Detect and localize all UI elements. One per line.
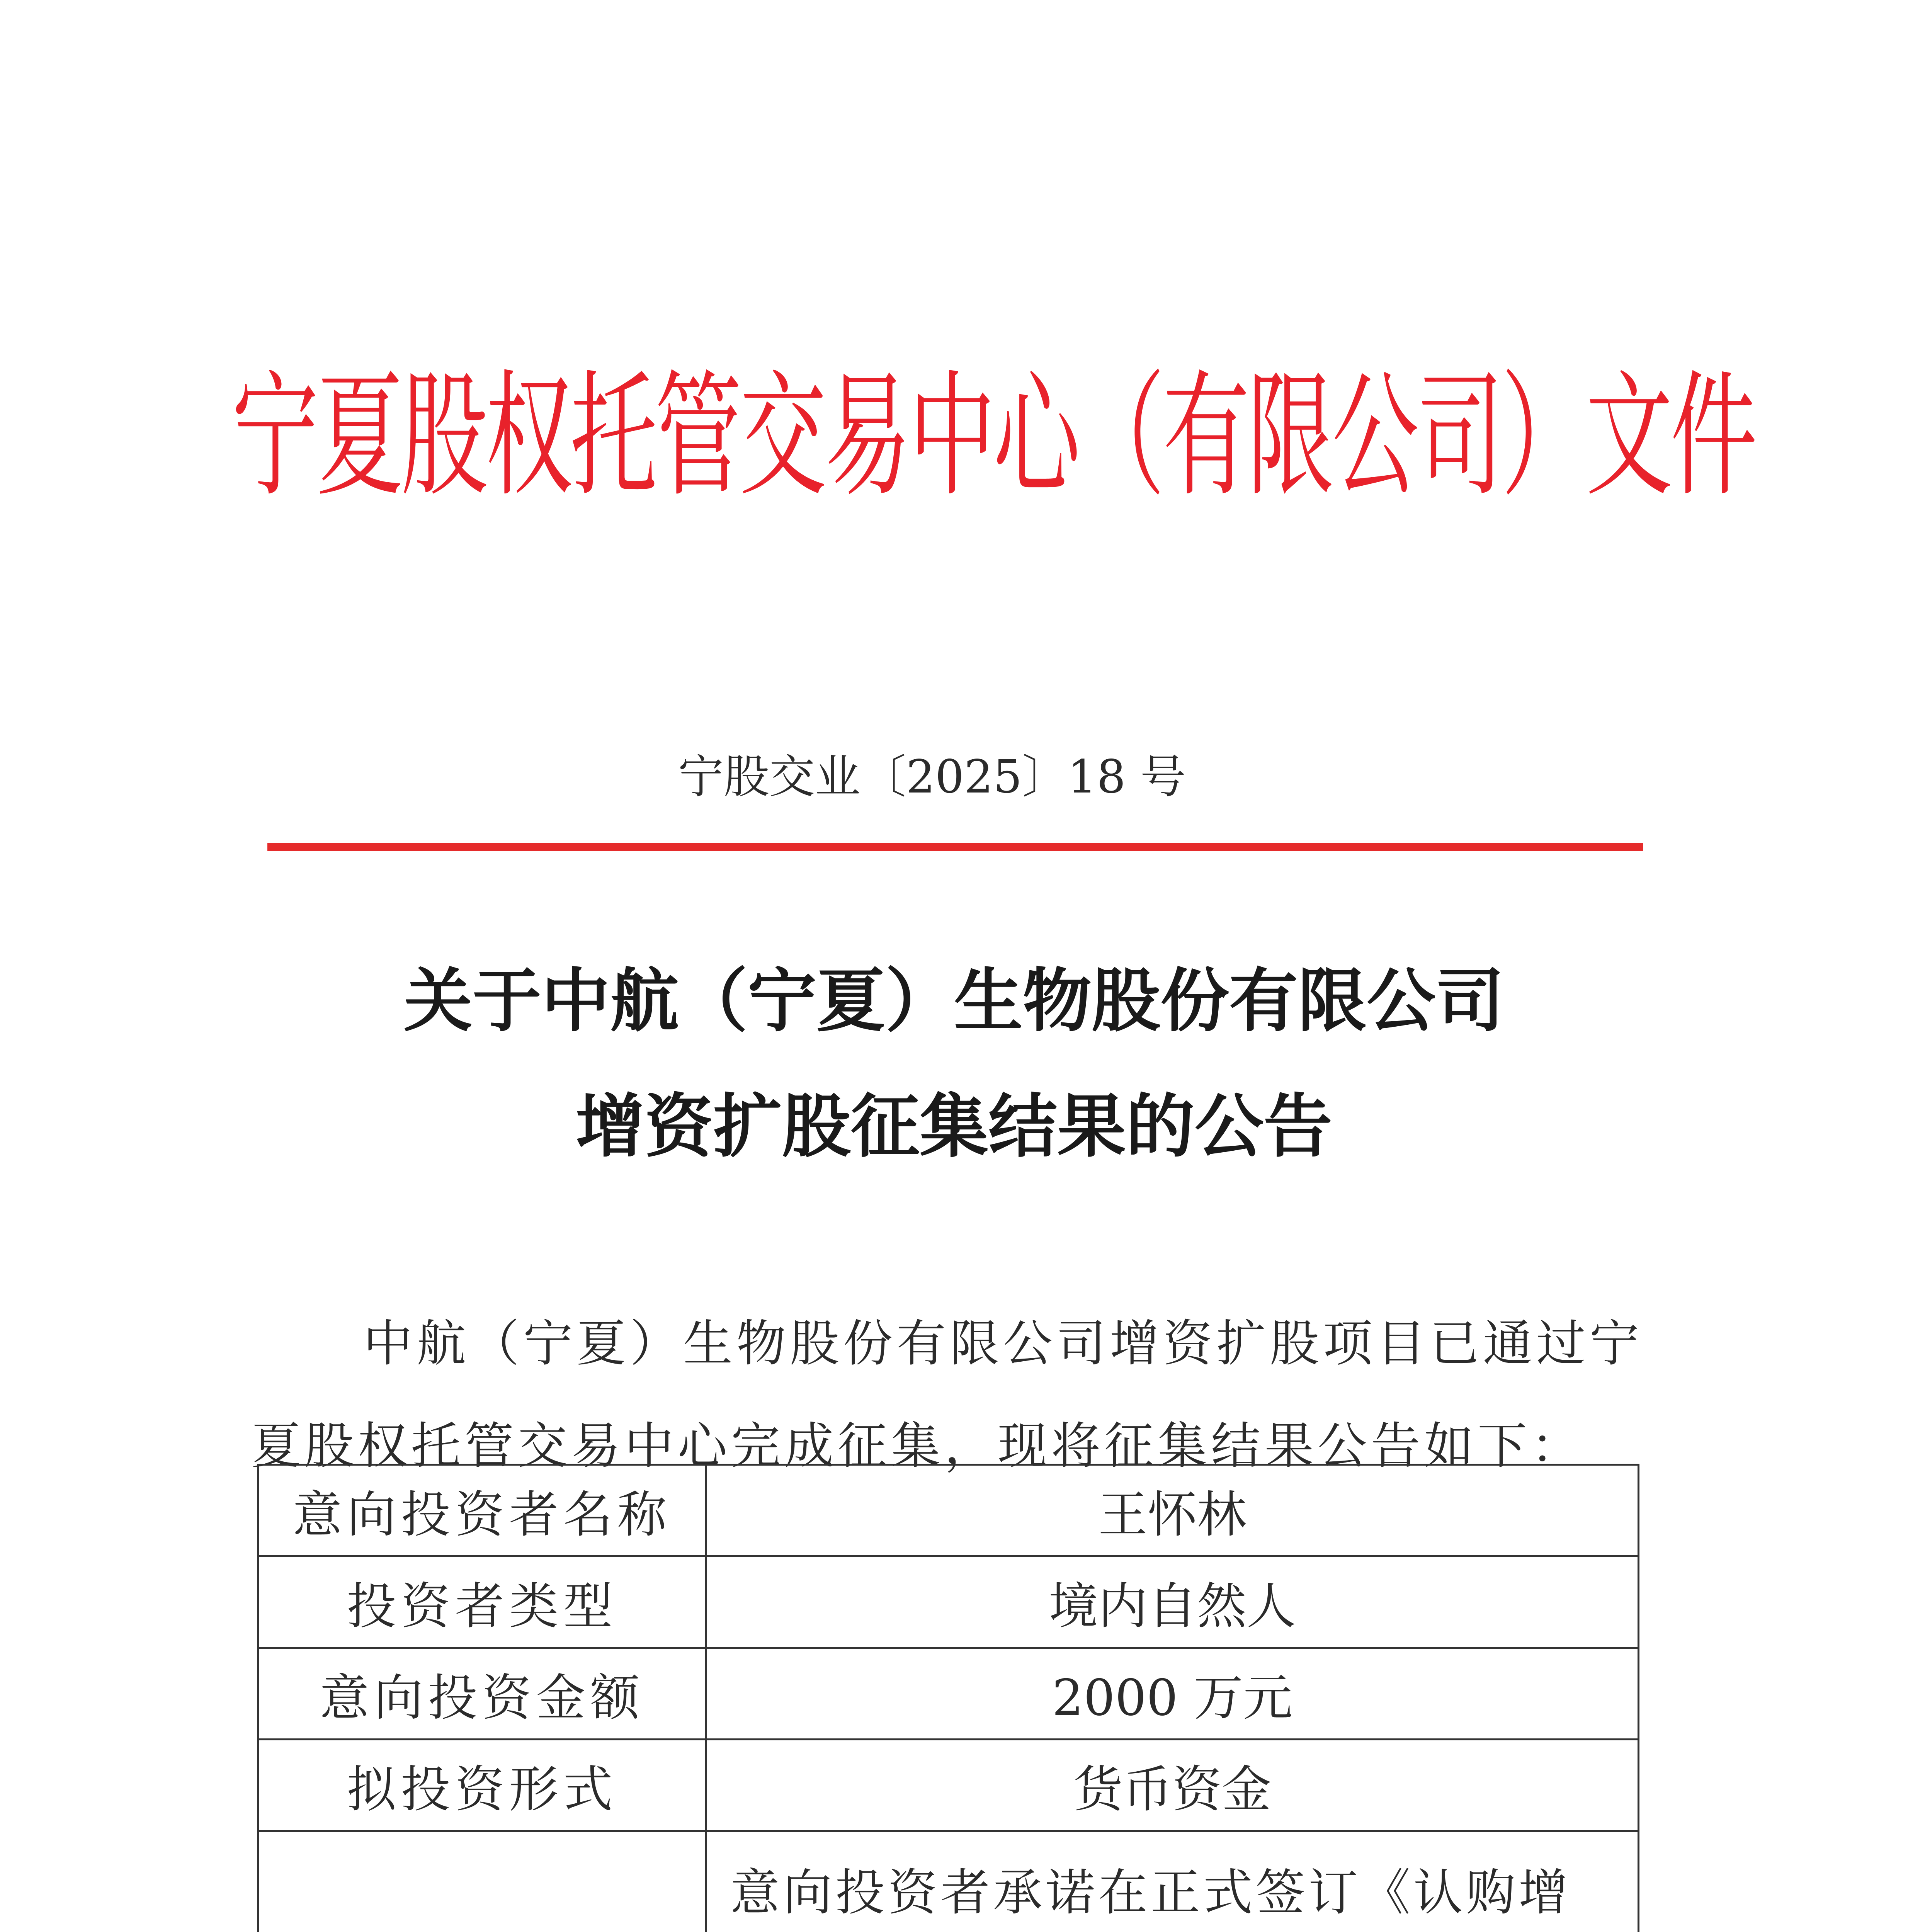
table-label-cell: 意向投资者名称 [258, 1465, 706, 1556]
table-row [258, 1465, 1639, 1556]
table-value-cell: 2000 万元 [706, 1648, 1639, 1740]
table-label-cell: 拟投资形式 [258, 1740, 706, 1831]
document-header-title: 宁夏股权托管交易中心（有限公司）文件 [232, 358, 1755, 515]
table-row [258, 1556, 1639, 1648]
red-divider-line [267, 843, 1643, 851]
table-value-cell: 王怀林 [706, 1465, 1639, 1556]
intro-paragraph: 中航（宁夏）生物股份有限公司增资扩股项目已通过宁夏股权托管交易中心完成征集，现将征集结果公告如下： [251, 1315, 1643, 1475]
result-table [257, 1464, 1639, 1932]
document-number: 宁股交业〔2025〕18 号 [678, 750, 1186, 803]
table-label-cell: 投资者类型 [258, 1556, 706, 1648]
table-row [258, 1831, 1639, 1932]
table-value-cell: 意向投资者承诺在正式签订《认购增 [706, 1831, 1639, 1932]
table-label-cell: 意向投资金额 [258, 1648, 706, 1740]
table-row [258, 1740, 1639, 1831]
table-label-cell [258, 1831, 706, 1932]
announcement-title-line-2: 增资扩股征集结果的公告 [576, 1086, 1332, 1167]
table-value-cell: 货币资金 [706, 1740, 1639, 1831]
table-value-cell: 境内自然人 [706, 1556, 1639, 1648]
table-row [258, 1648, 1639, 1740]
announcement-title-line-1: 关于中航（宁夏）生物股份有限公司 [404, 960, 1504, 1041]
